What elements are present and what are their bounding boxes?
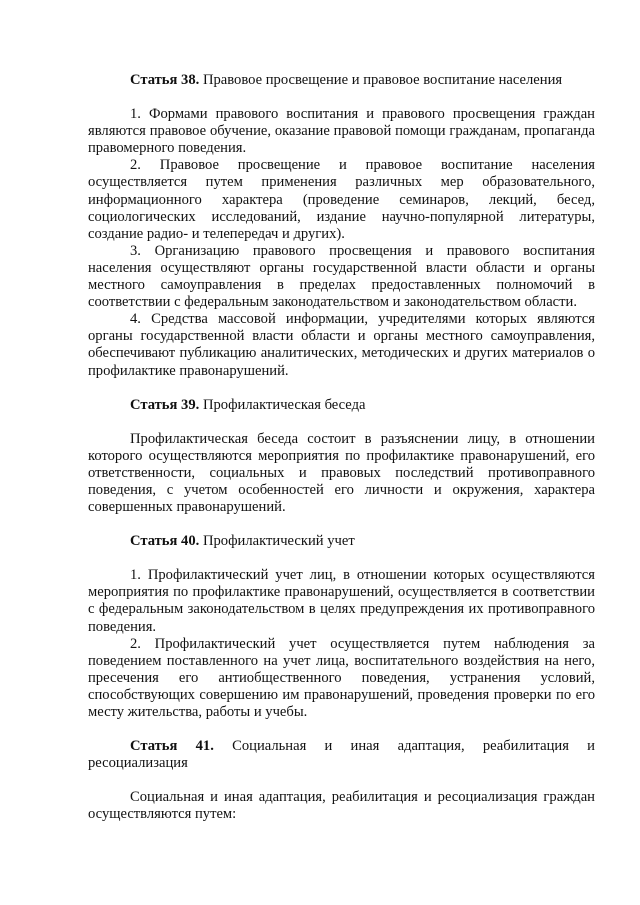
article-heading: Профилактическая беседа (202, 396, 366, 413)
article-title (88, 72, 595, 89)
article-number: Статья 39. (130, 396, 200, 413)
article-number: Статья 38. (130, 72, 200, 88)
paragraph: 2. Профилактический учет осуществляется путем наблюдения за поведением поставленного на учет лица, воспитательного воздействия на него, пресечения его антиобщественного поведения, устранения условий, способствующих совершению им правонарушений, проведения проверки по его месту жительства, работы и учебы. (88, 635, 595, 720)
article-heading: Социальная и иная адаптация, реабилитация и ресоциализация (88, 738, 595, 772)
article-heading: Правовое просвещение и правовое воспитание населения (202, 72, 563, 88)
article-title (88, 738, 595, 772)
paragraph: Социальная и иная адаптация, реабилитация и ресоциализация граждан осуществляются путем: (88, 789, 595, 823)
article-title (88, 397, 595, 414)
article-title (88, 533, 595, 550)
article-40 (88, 533, 595, 721)
article-number: Статья 40. (130, 533, 200, 550)
article-41 (88, 738, 595, 823)
paragraph: Профилактическая беседа состоит в разъяснении лицу, в отношении которого осуществляются мероприятия по профилактике правонарушений, его ответственности, социальных и правовых последствий противоправного поведения, с учетом особенностей его личности и окружения, характера совершенных правонарушений. (88, 430, 595, 516)
article-number: Статья 41. (130, 738, 214, 755)
paragraph: 3. Организацию правового просвещения и правового воспитания населения осуществляют органы государственной власти области и органы местного самоуправления в пределах предоставленных полномочий в соответствии с федеральным законодательством и законодательством области. (88, 242, 595, 311)
paragraph: 2. Правовое просвещение и правовое воспитание населения осуществляется путем применения различных мер образовательного, информационного характера (проведение семинаров, лекций, бесед, социологических исследований, издание научно-популярной литературы, создание радио- и телепередач и других). (88, 157, 595, 242)
article-38 (88, 72, 595, 380)
document-page (88, 72, 595, 823)
article-heading: Профилактический учет (202, 533, 355, 550)
paragraph: 4. Средства массовой информации, учредителями которых являются органы государственной власти области и органы местного самоуправления, обеспечивают публикацию аналитических, методических и других материалов о профилактике правонарушений. (88, 311, 595, 379)
paragraph: 1. Профилактический учет лиц, в отношении которых осуществляются мероприятия по профилактике правонарушений, осуществляется в соответствии с федеральным законодательством в целях предупреждения их противоправного поведения. (88, 567, 595, 635)
article-39 (88, 397, 595, 517)
paragraph: 1. Формами правового воспитания и правового просвещения граждан являются правовое обучение, оказание правовой помощи гражданам, пропаганда правомерного поведения. (88, 106, 595, 157)
